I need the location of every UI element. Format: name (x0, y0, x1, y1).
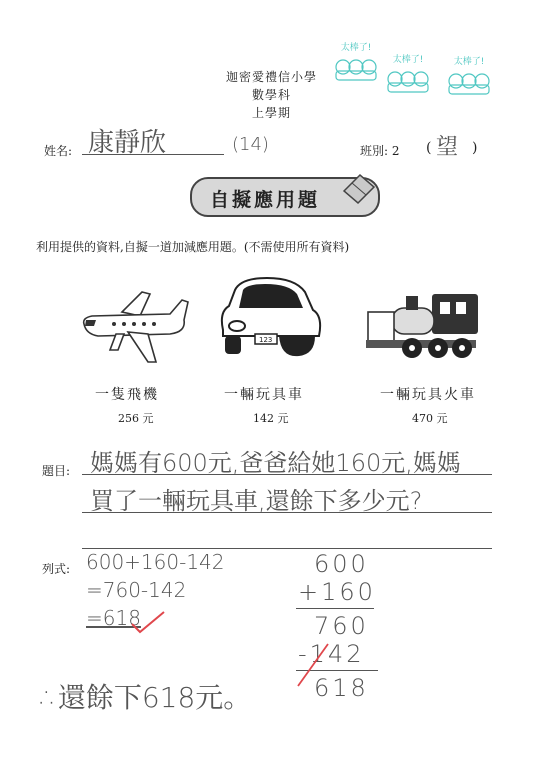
final-answer: ∴還餘下618元。 (40, 681, 252, 714)
working-line: 600+160-142 (86, 550, 225, 574)
check-mark-icon (294, 640, 334, 694)
toy-car-icon (215, 276, 325, 362)
stamp-icon (333, 53, 379, 83)
student-number: (14) (232, 134, 269, 155)
svg-text:123: 123 (259, 336, 273, 344)
class-label: 班別: 2 (360, 144, 400, 158)
instruction: 利用提供的資料,自擬一道加減應用題。(不需使用所有資料) (36, 240, 350, 254)
vertical-number: 600 (314, 550, 369, 578)
section-title: 自擬應用題 (210, 189, 321, 211)
stamp (333, 40, 379, 86)
question-line-2: 買了一輛玩具車,還餘下多少元? (90, 487, 423, 515)
class-open: ( (426, 140, 432, 156)
stamp-text: 太棒了! (392, 55, 424, 65)
item-price: 142 元 (253, 412, 289, 425)
item-price: 470 元 (412, 412, 448, 425)
item-price: 256 元 (118, 412, 154, 425)
stamp-text: 太棒了! (453, 57, 485, 67)
working-result: =618 (86, 606, 141, 630)
toy-train-icon (362, 286, 482, 364)
check-mark-icon (128, 610, 168, 634)
subject: 數學科 (251, 88, 291, 102)
class-name: 望 (436, 135, 459, 160)
item-name: 一隻飛機 (95, 387, 159, 403)
answer-line (82, 474, 492, 475)
section-title-banner (190, 177, 380, 217)
name-label: 姓名: (44, 144, 73, 158)
working-label: 列式: (42, 562, 71, 576)
stamp-icon (385, 65, 431, 95)
working-line: =760-142 (86, 578, 187, 602)
term: 上學期 (251, 106, 291, 120)
vertical-number: -142 (298, 640, 365, 668)
stamp (446, 54, 492, 100)
stamp-text: 太棒了! (340, 43, 372, 53)
vertical-result: 760 (314, 612, 369, 640)
class-close: ) (472, 140, 478, 156)
answer-line (82, 512, 492, 513)
stamp-icon (446, 67, 492, 97)
airplane-icon (78, 290, 190, 370)
vertical-line (296, 608, 374, 609)
item-name: 一輛玩具車 (224, 387, 304, 403)
item-name: 一輛玩具火車 (380, 387, 476, 403)
student-name: 康靜欣 (88, 128, 167, 158)
eraser-icon (340, 171, 376, 205)
answer-line (82, 548, 492, 549)
stamp (385, 52, 431, 98)
question-label: 題目: (42, 464, 71, 478)
school-name: 迦密愛禮信小學 (225, 70, 317, 84)
vertical-result: 618 (314, 674, 369, 702)
question-line-1: 媽媽有600元,爸爸給她160元,媽媽 (90, 449, 461, 477)
vertical-number: +160 (298, 578, 376, 606)
